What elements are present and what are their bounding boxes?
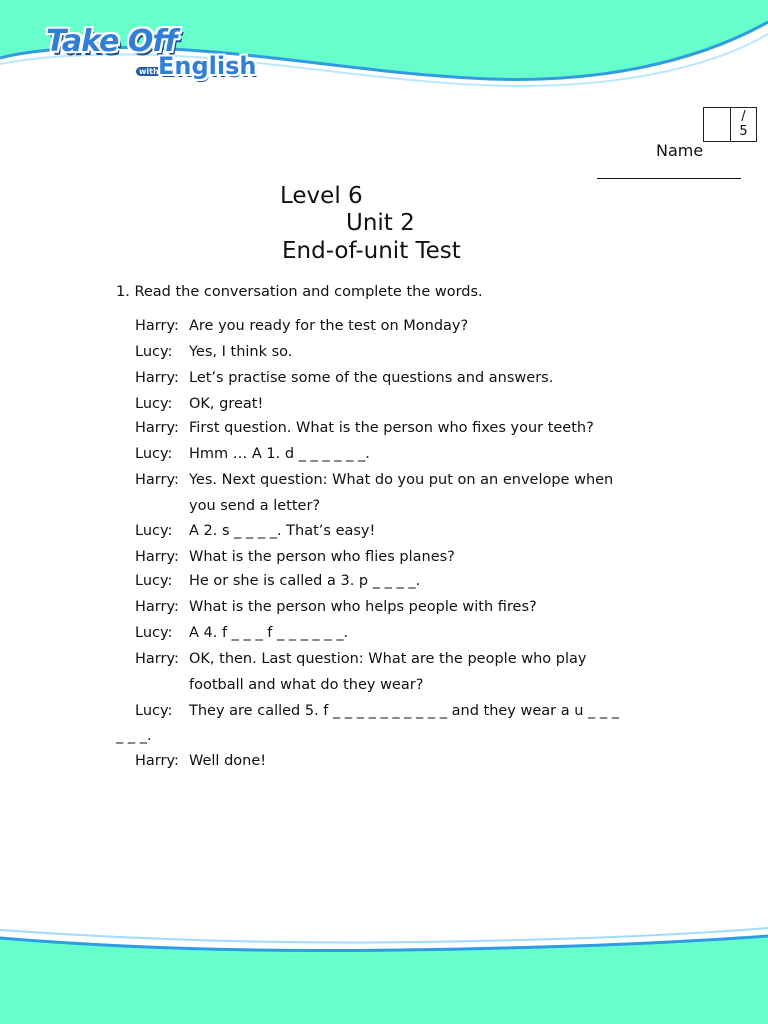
speaker-label: Harry: (135, 370, 179, 386)
dialogue-text: First question. What is the person who fixes your teeth? (189, 420, 594, 436)
speaker-label: Lucy: (135, 703, 173, 719)
speaker-label: Lucy: (135, 573, 173, 589)
dialogue-text: He or she is called a 3. p _ _ _ _. (189, 573, 421, 589)
logo-with-text: with (136, 67, 162, 76)
dialogue-text: Well done! (189, 753, 267, 769)
dialogue-text: OK, great! (189, 396, 264, 412)
dialogue-text: Are you ready for the test on Monday? (189, 318, 469, 334)
dialogue-text: OK, then. Last question: What are the people who play (189, 651, 587, 667)
speaker-label: Harry: (135, 599, 179, 615)
title-test: End-of-unit Test (282, 238, 461, 264)
dialogue-text: Yes, I think so. (189, 344, 293, 360)
take-off-english-logo (42, 22, 257, 90)
dialogue-text: football and what do they wear? (189, 677, 424, 693)
speaker-label: Harry: (135, 318, 179, 334)
dialogue-text: _ _ _. (116, 728, 152, 744)
speaker-label: Lucy: (135, 396, 173, 412)
title-unit: Unit 2 (346, 210, 415, 236)
dialogue-text: A 4. f _ _ _ f _ _ _ _ _ _. (189, 625, 349, 641)
dialogue-text: Yes. Next question: What do you put on an envelope when (189, 472, 614, 488)
speaker-label: Lucy: (135, 446, 173, 462)
dialogue-text: What is the person who helps people with fires? (189, 599, 537, 615)
speaker-label: Lucy: (135, 523, 173, 539)
speaker-label: Harry: (135, 549, 179, 565)
dialogue-text: A 2. s _ _ _ _. That’s easy! (189, 523, 376, 539)
speaker-label: Lucy: (135, 625, 173, 641)
footer-wave (0, 914, 768, 1024)
name-label: Name (656, 141, 704, 160)
name-line[interactable] (597, 178, 741, 179)
logo-main-text: Take Off (46, 24, 177, 59)
score-input-cell[interactable] (704, 108, 730, 141)
score-slash: / (741, 109, 746, 124)
score-total-cell (730, 108, 756, 141)
instruction: 1. Read the conversation and complete the words. (116, 284, 483, 300)
title-level: Level 6 (280, 183, 363, 209)
dialogue-text: They are called 5. f _ _ _ _ _ _ _ _ _ _ and they wear a u _ _ _ (189, 703, 619, 719)
score-box (703, 107, 757, 142)
speaker-label: Harry: (135, 420, 179, 436)
speaker-label: Harry: (135, 753, 179, 769)
logo-sub-text: English (158, 52, 257, 80)
speaker-label: Harry: (135, 472, 179, 488)
dialogue-text: Hmm … A 1. d _ _ _ _ _ _. (189, 446, 370, 462)
dialogue-text: you send a letter? (189, 498, 321, 514)
dialogue-text: What is the person who flies planes? (189, 549, 455, 565)
speaker-label: Lucy: (135, 344, 173, 360)
score-total: 5 (739, 124, 748, 139)
speaker-label: Harry: (135, 651, 179, 667)
dialogue-text: Let’s practise some of the questions and answers. (189, 370, 554, 386)
